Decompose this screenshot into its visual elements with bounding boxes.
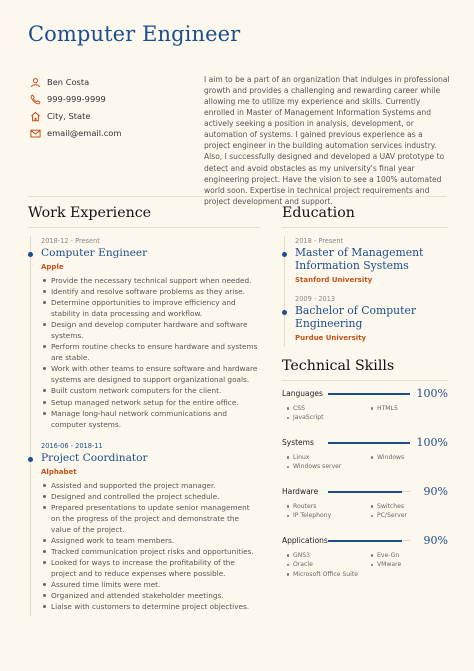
skill-group <box>282 386 448 423</box>
education-section <box>282 203 448 347</box>
education-timeline <box>284 236 448 347</box>
list-item: CSS <box>286 404 370 414</box>
list-item: Design and develop computer hardware and software systems. <box>41 319 260 341</box>
contact-list <box>28 74 198 142</box>
education-school: Stanford University <box>295 275 373 284</box>
contact-email[interactable] <box>28 125 198 141</box>
work-bullet-list <box>41 480 260 613</box>
list-item: Identify and resolve software problems as they arise. <box>41 286 260 297</box>
location-text: City, State <box>47 111 91 121</box>
education-degree: Bachelor of Computer Engineering <box>295 303 416 331</box>
list-item: Perform routine checks to ensure hardware and systems are stable. <box>41 341 260 363</box>
skill-group <box>282 533 448 580</box>
list-item: Assured time limits were met. <box>41 579 260 590</box>
skill-percent: 90% <box>423 485 448 499</box>
education-title: Education <box>282 205 355 221</box>
work-company: Alphabet <box>41 467 77 476</box>
list-item: PC/Server <box>370 511 450 521</box>
education-degree: Master of Management Information Systems <box>295 246 424 273</box>
list-item: Manage long-haul network communications and computer systems. <box>41 408 260 430</box>
skill-percent: 100% <box>416 436 448 450</box>
list-item: Switches <box>370 502 450 512</box>
work-experience-section <box>28 203 260 616</box>
list-item: Liaise with customers to determine project objectives. <box>41 601 260 612</box>
list-item: HTML5 <box>370 404 450 414</box>
work-date: 2016-06 - 2018-11 <box>41 441 103 450</box>
education-school: Purdue University <box>295 333 367 342</box>
phone-icon <box>28 93 42 105</box>
email-text[interactable]: email@email.com <box>47 128 122 138</box>
phone-text: 999-999-9999 <box>47 94 106 104</box>
timeline-dot <box>28 252 33 257</box>
work-entry <box>31 236 260 430</box>
list-item: Prepared presentations to update senior management on the progress of the project and demonstrate the value of the project. <box>41 502 260 535</box>
education-entry <box>285 294 448 345</box>
list-item: Tracked communication project risks and opportunities. <box>41 546 260 557</box>
section-divider <box>28 227 260 228</box>
list-item: Determine opportunities to improve efficiency and stability in data processing and workflow. <box>41 297 260 319</box>
list-item: Oracle <box>286 560 370 570</box>
contact-location <box>28 108 198 124</box>
section-divider <box>282 380 448 381</box>
contact-phone <box>28 91 198 107</box>
list-item: Microsoft Office Suite <box>286 570 450 580</box>
skill-bar-fill <box>328 491 402 493</box>
skill-tools <box>282 453 448 472</box>
skill-percent: 100% <box>416 387 448 401</box>
skill-bar <box>328 491 410 492</box>
work-bullet-list <box>41 275 260 430</box>
timeline-dot <box>282 310 287 315</box>
skill-group <box>282 484 448 521</box>
contact-name: Ben Costa <box>47 77 90 87</box>
person-icon <box>28 76 42 88</box>
skill-bar-fill <box>328 393 410 395</box>
skills-title: Technical Skills <box>282 357 395 374</box>
list-item: Routers <box>286 502 370 512</box>
timeline-dot <box>28 457 33 462</box>
contact-person <box>28 74 198 90</box>
skill-bar <box>328 393 410 394</box>
work-experience-title: Work Experience <box>28 205 152 221</box>
header-divider <box>28 196 446 197</box>
work-company: Apple <box>41 263 64 271</box>
work-role: Project Coordinator <box>41 451 148 464</box>
list-item: Provide the necessary technical support when needed. <box>41 275 260 286</box>
skill-bar-fill <box>328 540 402 542</box>
list-item: Windows <box>370 453 450 463</box>
education-date: 2018 - Present <box>295 237 344 245</box>
skill-bar <box>328 442 410 443</box>
list-item: Eve-Gn <box>370 551 450 561</box>
skill-tools <box>282 404 448 423</box>
education-date: 2009 - 2013 <box>295 294 336 303</box>
list-item: Setup managed network setup for the entire office. <box>41 397 260 408</box>
skill-name: Languages <box>282 389 323 399</box>
education-entry <box>285 236 448 287</box>
email-icon <box>28 127 42 139</box>
list-item: Windows server <box>286 462 370 472</box>
skill-name: Systems <box>282 438 314 448</box>
skill-tools <box>282 551 448 580</box>
location-icon <box>28 110 42 122</box>
skill-tools <box>282 502 448 521</box>
list-item: Organized and attended stakeholder meetings. <box>41 590 260 601</box>
skill-bar-fill <box>328 442 410 444</box>
list-item: Looked for ways to increase the profitability of the project and to reduce expenses where possible. <box>41 557 260 579</box>
skill-name: Hardware <box>282 487 319 497</box>
list-item: Built custom network computers for the client. <box>41 385 260 396</box>
right-column <box>282 203 448 579</box>
summary-paragraph: I aim to be a part of an organization that indulges in professional growth and provides a challenging and rewarding career while allowing me to utilize my experience and skills. Currently enrolled in Master of Management Information Systems and actively seeking a position in analysis, development, or automation of systems. I gained previous experience as a project engineer in the building automation services industry. Also, I successfully designed and developed a UAV prototype to detect and avoid obstacles as my university's final year engineering project. Have the vision to see a 100% automated world soon. Expertise in technical project requirements and project development and support. <box>204 75 450 206</box>
list-item: IP Telephony <box>286 511 370 521</box>
list-item: Work with other teams to ensure software and hardware systems are designed to support organizational goals. <box>41 363 260 385</box>
list-item: Assigned work to team members. <box>41 535 260 546</box>
skill-percent: 90% <box>423 534 448 548</box>
skill-name: Applications <box>282 536 328 546</box>
section-divider <box>282 227 448 228</box>
work-role: Computer Engineer <box>41 247 148 259</box>
work-date: 2018-12 - Present <box>41 237 100 245</box>
work-entry <box>31 441 260 613</box>
list-item: GNS3 <box>286 551 370 561</box>
list-item: Linux <box>286 453 370 463</box>
work-timeline <box>30 236 260 616</box>
list-item: VMware <box>370 560 450 570</box>
skill-bar <box>328 540 410 541</box>
list-item: Assisted and supported the project manager. <box>41 480 260 491</box>
skills-section <box>282 356 448 580</box>
list-item: Designed and controlled the project schedule. <box>41 491 260 502</box>
timeline-dot <box>282 252 287 257</box>
skill-group <box>282 435 448 472</box>
list-item: JavaScript <box>286 413 370 423</box>
page-title: Computer Engineer <box>28 22 241 46</box>
